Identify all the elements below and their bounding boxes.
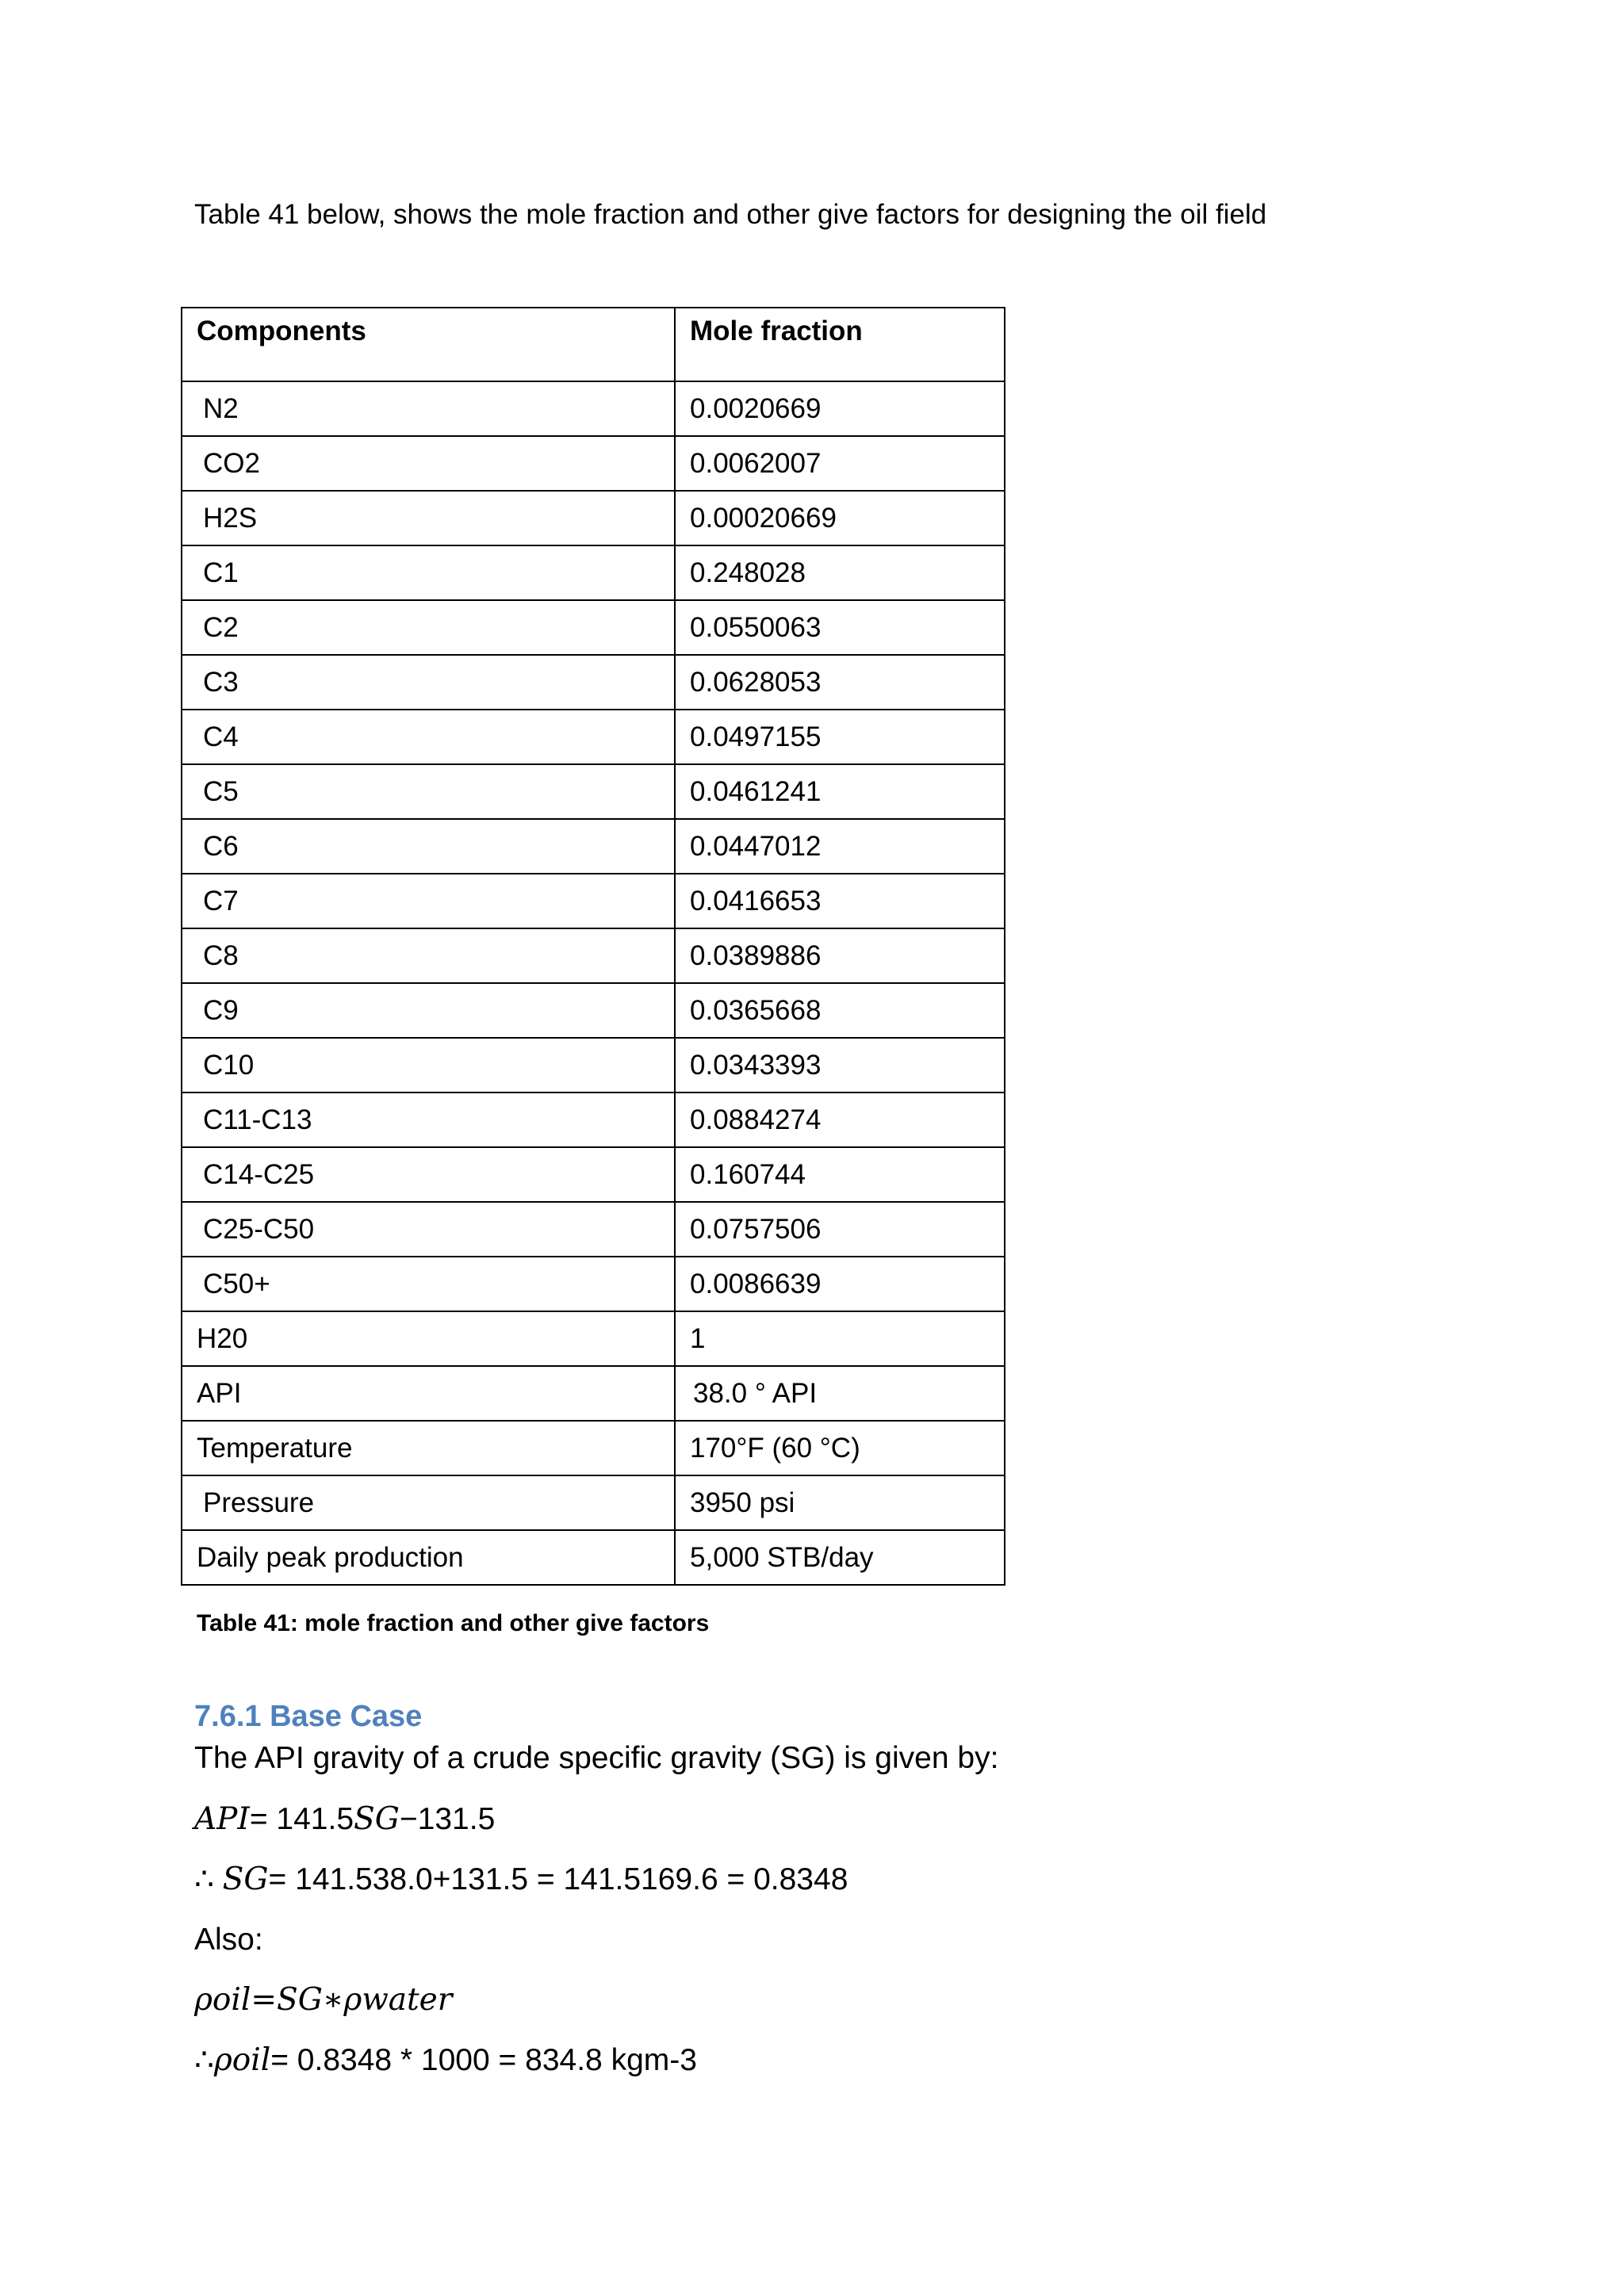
sg-symbol: SG bbox=[222, 1862, 269, 1897]
value-cell: 1 bbox=[675, 1311, 1005, 1366]
table-row bbox=[182, 1530, 1005, 1585]
value-cell: 0.0461241 bbox=[675, 764, 1005, 819]
value-cell: 38.0 ° API bbox=[675, 1366, 1005, 1421]
component-cell: C8 bbox=[182, 928, 675, 983]
component-cell: C9 bbox=[182, 983, 675, 1038]
table-row bbox=[182, 1147, 1005, 1202]
table-header-row bbox=[182, 308, 1005, 381]
value-cell: 0.0497155 bbox=[675, 710, 1005, 764]
component-cell: C4 bbox=[182, 710, 675, 764]
value-cell: 170°F (60 °C) bbox=[675, 1421, 1005, 1475]
component-cell: C5 bbox=[182, 764, 675, 819]
value-cell: 0.0628053 bbox=[675, 655, 1005, 710]
table-row bbox=[182, 1202, 1005, 1257]
header-mole-fraction: Mole fraction bbox=[675, 308, 1005, 381]
value-cell: 0.160744 bbox=[675, 1147, 1005, 1202]
mole-fraction-table bbox=[181, 307, 1005, 1586]
rho-oil-symbol: ρoil bbox=[213, 2042, 271, 2078]
value-cell: 0.0020669 bbox=[675, 381, 1005, 436]
component-cell: Daily peak production bbox=[182, 1530, 675, 1585]
table-row bbox=[182, 1366, 1005, 1421]
component-cell: H2S bbox=[182, 491, 675, 545]
value-cell: 0.0365668 bbox=[675, 983, 1005, 1038]
component-cell: C50+ bbox=[182, 1257, 675, 1311]
api-intro-line: The API gravity of a crude specific gravity (SG) is given by: bbox=[194, 1741, 999, 1775]
component-cell: C11-C13 bbox=[182, 1093, 675, 1147]
table-row bbox=[182, 1257, 1005, 1311]
section-heading: 7.6.1 Base Case bbox=[194, 1700, 423, 1733]
header-components: Components bbox=[182, 308, 675, 381]
component-cell: C6 bbox=[182, 819, 675, 874]
component-cell: Temperature bbox=[182, 1421, 675, 1475]
density-equation-rhs: = 0.8348 * 1000 = 834.8 kgm-3 bbox=[270, 2043, 697, 2077]
table-row bbox=[182, 545, 1005, 600]
value-cell: 3950 psi bbox=[675, 1475, 1005, 1530]
table-row bbox=[182, 710, 1005, 764]
value-cell: 0.0757506 bbox=[675, 1202, 1005, 1257]
value-cell: 0.0447012 bbox=[675, 819, 1005, 874]
intro-paragraph: Table 41 below, shows the mole fraction and other give factors for designing the oil field bbox=[194, 199, 1267, 230]
value-cell: 0.0343393 bbox=[675, 1038, 1005, 1093]
table-row bbox=[182, 874, 1005, 928]
table-row bbox=[182, 491, 1005, 545]
api-equation-rhs: −131.5 bbox=[399, 1802, 496, 1836]
sg-equation bbox=[194, 1858, 848, 1902]
component-cell: C2 bbox=[182, 600, 675, 655]
table-row bbox=[182, 1421, 1005, 1475]
component-cell: N2 bbox=[182, 381, 675, 436]
component-cell: C14-C25 bbox=[182, 1147, 675, 1202]
sg-equation-rhs: = 141.538.0+131.5 = 141.5169.6 = 0.8348 bbox=[268, 1862, 848, 1896]
therefore-symbol: ∴ bbox=[194, 2043, 214, 2077]
table-row bbox=[182, 436, 1005, 491]
table-row bbox=[182, 819, 1005, 874]
density-formula: ρoil=SG∗ρwater bbox=[194, 1982, 453, 2018]
value-cell: 0.0550063 bbox=[675, 600, 1005, 655]
component-cell: C7 bbox=[182, 874, 675, 928]
table-row bbox=[182, 1038, 1005, 1093]
component-cell: C1 bbox=[182, 545, 675, 600]
component-cell: H20 bbox=[182, 1311, 675, 1366]
component-cell: C10 bbox=[182, 1038, 675, 1093]
component-cell: CO2 bbox=[182, 436, 675, 491]
value-cell: 0.0389886 bbox=[675, 928, 1005, 983]
value-cell: 0.0086639 bbox=[675, 1257, 1005, 1311]
table-row bbox=[182, 1475, 1005, 1530]
table-row bbox=[182, 1311, 1005, 1366]
table-row bbox=[182, 655, 1005, 710]
table-caption: Table 41: mole fraction and other give factors bbox=[197, 1610, 710, 1636]
value-cell: 0.00020669 bbox=[675, 491, 1005, 545]
table-row bbox=[182, 764, 1005, 819]
api-symbol: API bbox=[194, 1801, 250, 1837]
component-cell: C3 bbox=[182, 655, 675, 710]
also-line: Also: bbox=[194, 1923, 263, 1957]
therefore-symbol: ∴ bbox=[194, 1862, 223, 1896]
value-cell: 0.0884274 bbox=[675, 1093, 1005, 1147]
table-row bbox=[182, 600, 1005, 655]
value-cell: 0.0062007 bbox=[675, 436, 1005, 491]
sg-symbol: SG bbox=[354, 1801, 400, 1837]
table-row bbox=[182, 1093, 1005, 1147]
api-equation-mid: = 141.5 bbox=[249, 1802, 354, 1836]
component-cell: Pressure bbox=[182, 1475, 675, 1530]
component-cell: API bbox=[182, 1366, 675, 1421]
value-cell: 5,000 STB/day bbox=[675, 1530, 1005, 1585]
table-row bbox=[182, 381, 1005, 436]
table-row bbox=[182, 983, 1005, 1038]
table-row bbox=[182, 928, 1005, 983]
density-equation bbox=[194, 2038, 697, 2083]
value-cell: 0.248028 bbox=[675, 545, 1005, 600]
value-cell: 0.0416653 bbox=[675, 874, 1005, 928]
component-cell: C25-C50 bbox=[182, 1202, 675, 1257]
api-equation bbox=[194, 1797, 495, 1842]
